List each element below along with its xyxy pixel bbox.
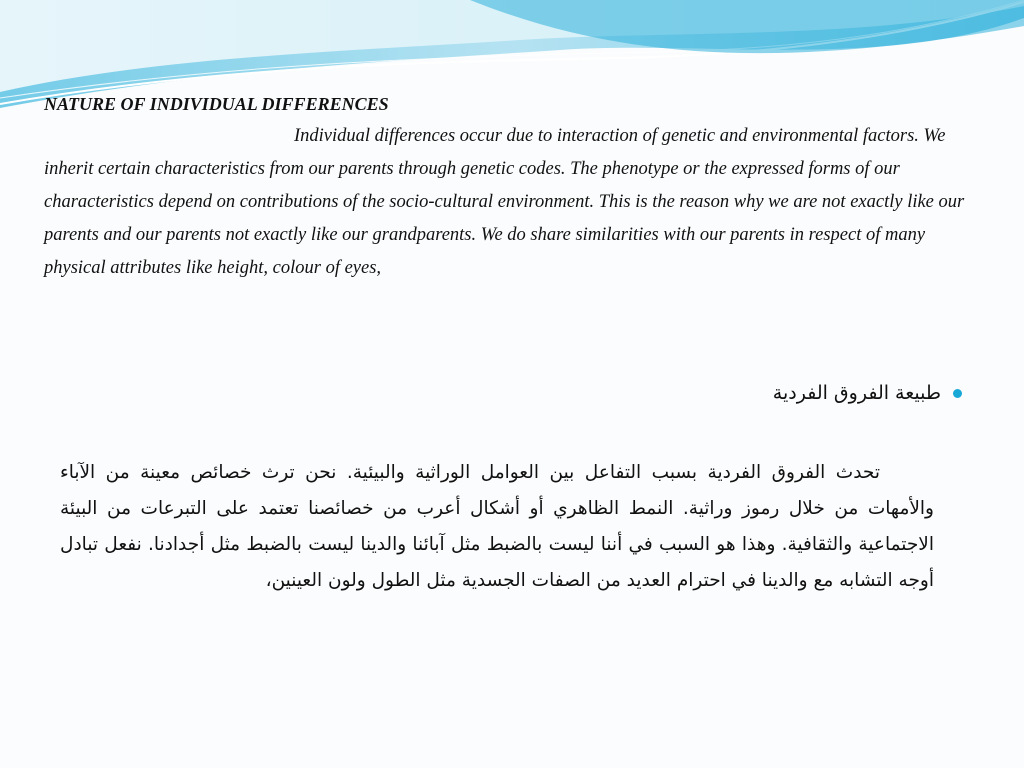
arabic-bullet bbox=[773, 382, 962, 404]
arabic-paragraph: تحدث الفروق الفردية بسبب التفاعل بين العوامل الوراثية والبيئية. نحن ترث خصائص معينة من الآباء والأمهات من خلال رموز وراثية. النمط الظاهري أو أشكال أعرب من خصائصنا تعتمد على التبرعات من البيئة الاجتماعية والثقافية. وهذا هو السبب في أننا ليست بالضبط مثل آبائنا والدينا ليست بالضبط مثل أجدادنا. نفعل تبادل أوجه التشابه مع والدينا في احترام العديد من الصفات الجسدية مثل الطول ولون العينين، bbox=[60, 462, 934, 591]
english-paragraph: Individual differences occur due to interaction of genetic and environmental factors. We inherit certain characteristics from our parents through genetic codes. The phenotype or the expressed forms of our characteristics depend on contributions of the socio-cultural environment. This is the reason why we are not exactly like our parents and our parents not exactly like our grandparents. We do share similarities with our parents in respect of many physical attributes like height, colour of eyes, bbox=[44, 126, 965, 278]
bullet-dot-icon bbox=[953, 389, 962, 398]
arabic-heading: طبيعة الفروق الفردية bbox=[772, 382, 941, 404]
english-heading: NATURE OF INDIVIDUAL DIFFERENCES bbox=[44, 94, 389, 114]
